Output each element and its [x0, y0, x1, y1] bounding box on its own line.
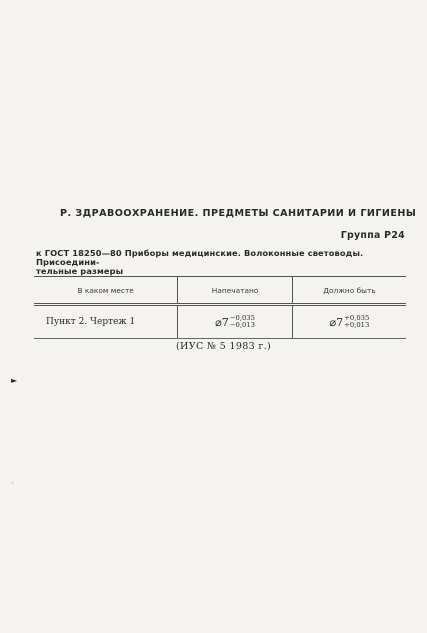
standard-notice [36, 249, 408, 276]
header-place: В каком месте [34, 277, 178, 305]
notice-line-2: тельные размеры [36, 266, 124, 276]
correct-lower: +0,013 [344, 321, 370, 329]
group-code: Группа Р24 [340, 230, 405, 241]
ius-reference: (ИУС № 5 1983 г.) [176, 341, 272, 352]
arrow-mark: ► [11, 376, 18, 385]
correct-tolerance [344, 315, 369, 329]
cell-place: Пункт 2. Чертеж 1 [34, 305, 178, 339]
correction-table [34, 276, 406, 339]
printed-upper: −0,035 [229, 314, 255, 322]
printed-lower: −0,013 [229, 321, 255, 329]
correct-value [330, 315, 370, 329]
tick-mark: ' [12, 482, 14, 489]
cell-printed [178, 305, 293, 339]
printed-nominal: ⌀7 [215, 315, 229, 329]
notice-line-1: ГОСТ 18250—80 Приборы медицинские. Волоконные световоды. Присоедини- [36, 248, 364, 267]
correct-upper: +0,035 [344, 314, 370, 322]
section-heading: Р. ЗДРАВООХРАНЕНИЕ. ПРЕДМЕТЫ САНИТАРИИ И ГИГИЕНЫ [60, 208, 417, 219]
table-row [34, 305, 406, 339]
printed-tolerance [230, 315, 255, 329]
printed-value [215, 315, 255, 329]
star-mark: к [36, 248, 42, 258]
correct-nominal: ⌀7 [329, 315, 344, 329]
cell-correct [292, 305, 406, 339]
header-printed: Напечатано [178, 277, 293, 305]
header-correct: Должно быть [292, 277, 406, 305]
table-header-row [34, 277, 406, 305]
